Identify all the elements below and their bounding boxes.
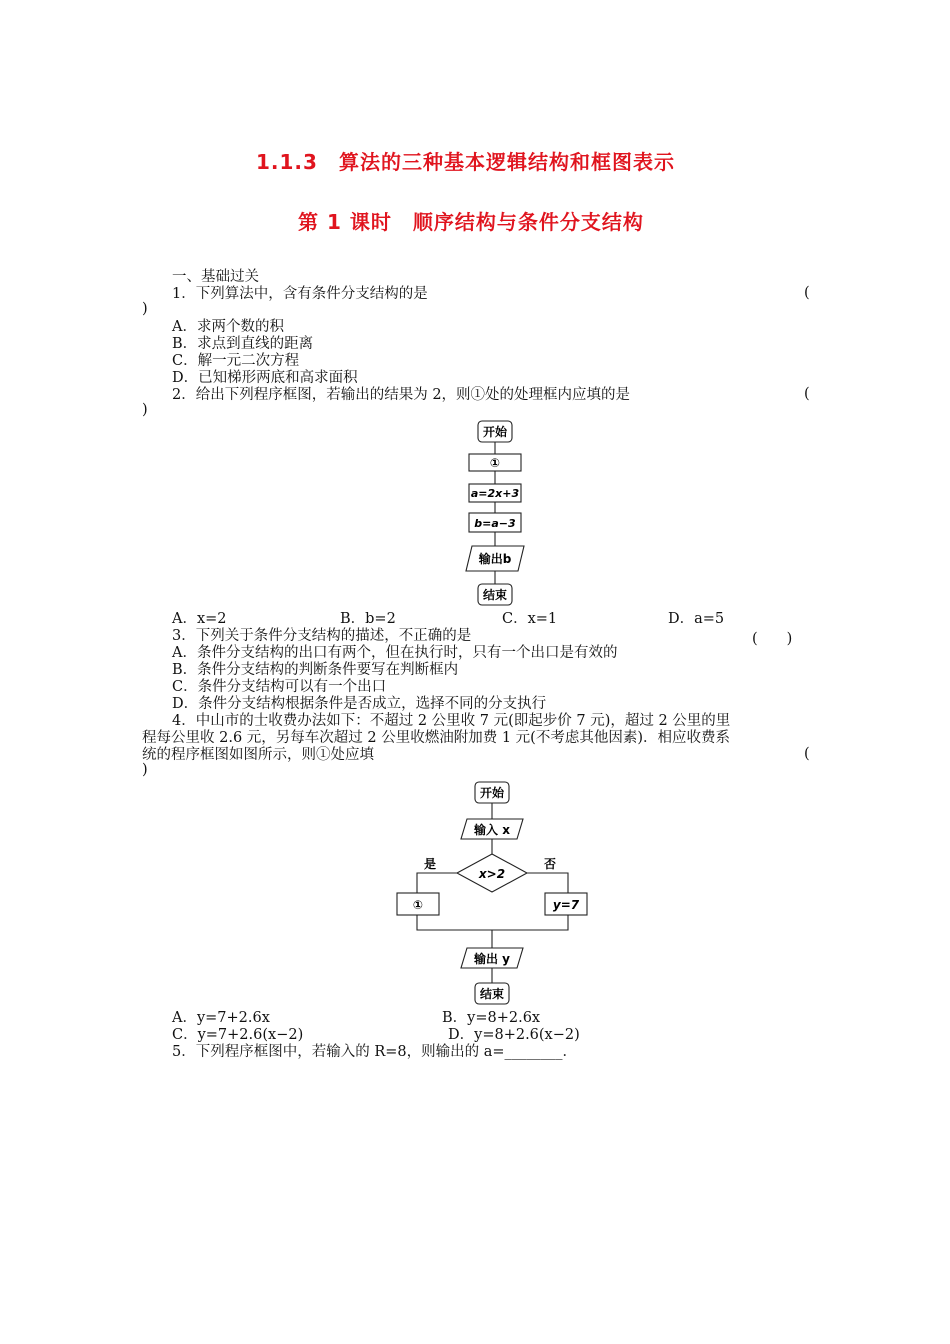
svg-text:a=2x+3: a=2x+3 xyxy=(470,487,520,500)
q4-option-b: B．y=8+2.6x xyxy=(442,1010,541,1026)
q3-option-b: B．条件分支结构的判断条件要写在判断框内 xyxy=(172,662,459,678)
q2-option-b: B．b=2 xyxy=(340,611,396,627)
q5-stem: 5．下列程序框图中，若输入的 R=8，则输出的 a=________． xyxy=(172,1044,578,1060)
q1-paren-close: ) xyxy=(142,301,148,317)
flow-end-terminal xyxy=(478,584,512,605)
q4-paren-open: ( xyxy=(804,746,810,762)
q4-stem-line3: 统的程序框图如图所示，则①处应填 xyxy=(142,747,374,763)
q4-option-d: D．y=8+2.6(x−2) xyxy=(448,1027,580,1043)
q1-option-c: C．解一元二次方程 xyxy=(172,353,300,369)
q2-flowchart xyxy=(460,418,530,608)
flow-output xyxy=(466,546,524,571)
q1-paren-open: ( xyxy=(804,285,810,301)
q1-stem: 1．下列算法中，含有条件分支结构的是 xyxy=(172,286,428,302)
flow2-start-terminal xyxy=(475,782,509,803)
svg-text:输出b: 输出b xyxy=(478,552,512,566)
q3-option-d: D．条件分支结构根据条件是否成立，选择不同的分支执行 xyxy=(172,696,547,712)
section-heading: 一、基础过关 xyxy=(172,269,259,285)
q2-option-d: D．a=5 xyxy=(668,611,725,627)
q2-stem: 2．给出下列程序框图，若输出的结果为 2，则①处的处理框内应填的是 xyxy=(172,387,631,403)
flow2-input xyxy=(461,819,523,839)
svg-text:x>2: x>2 xyxy=(478,867,506,881)
q3-paren: ( ) xyxy=(752,631,793,647)
flow2-output xyxy=(461,948,523,968)
svg-text:输出 y: 输出 y xyxy=(473,952,511,966)
svg-text:结束: 结束 xyxy=(479,987,505,1001)
svg-text:结束: 结束 xyxy=(482,588,508,602)
flow2-end-terminal xyxy=(475,983,509,1004)
page-title: 1.1.3 算法的三种基本逻辑结构和框图表示 xyxy=(256,150,675,174)
svg-text:输入 x: 输入 x xyxy=(474,823,510,837)
q4-stem-line2: 程每公里收 2.6 元，另每车次超过 2 公里收燃油附加费 1 元(不考虑其他因素)．相应收费系 xyxy=(142,730,730,746)
svg-text:①: ① xyxy=(489,456,501,470)
q2-paren-close: ) xyxy=(142,402,148,418)
flow2-decision xyxy=(457,854,527,892)
flow2-no-box xyxy=(545,893,587,915)
q4-stem-line1: 4．中山市的士收费办法如下：不超过 2 公里收 7 元(即起步价 7 元)，超过 2 公里的里 xyxy=(172,713,731,729)
flow-process-blank xyxy=(469,454,521,471)
q2-paren-open: ( xyxy=(804,386,810,402)
svg-text:开始: 开始 xyxy=(479,786,505,800)
flow2-yes-label: 是 xyxy=(423,857,437,871)
page-subtitle: 第 1 课时 顺序结构与条件分支结构 xyxy=(298,210,644,234)
q3-option-a: A．条件分支结构的出口有两个，但在执行时，只有一个出口是有效的 xyxy=(172,645,618,661)
q3-option-c: C．条件分支结构可以有一个出口 xyxy=(172,679,387,695)
q3-stem: 3．下列关于条件分支结构的描述，不正确的是 xyxy=(172,628,472,644)
flow2-no-label: 否 xyxy=(543,857,557,871)
q4-paren-close: ) xyxy=(142,762,148,778)
q4-option-a: A．y=7+2.6x xyxy=(172,1010,270,1026)
q2-option-a: A．x=2 xyxy=(172,611,227,627)
q1-option-d: D．已知梯形两底和高求面积 xyxy=(172,370,358,386)
q4-option-c: C．y=7+2.6(x−2) xyxy=(172,1027,304,1043)
flow-process-b xyxy=(469,513,521,532)
flow-process-a xyxy=(469,484,521,502)
svg-text:b=a−3: b=a−3 xyxy=(474,517,516,530)
flow-start-terminal xyxy=(478,421,512,442)
q1-option-b: B．求点到直线的距离 xyxy=(172,336,314,352)
svg-text:①: ① xyxy=(412,898,424,912)
q4-flowchart xyxy=(392,778,592,1010)
q1-option-a: A．求两个数的积 xyxy=(172,319,284,335)
flow2-yes-box xyxy=(397,893,439,915)
svg-text:y=7: y=7 xyxy=(552,898,580,912)
svg-text:开始: 开始 xyxy=(482,425,508,439)
q2-option-c: C．x=1 xyxy=(502,611,558,627)
